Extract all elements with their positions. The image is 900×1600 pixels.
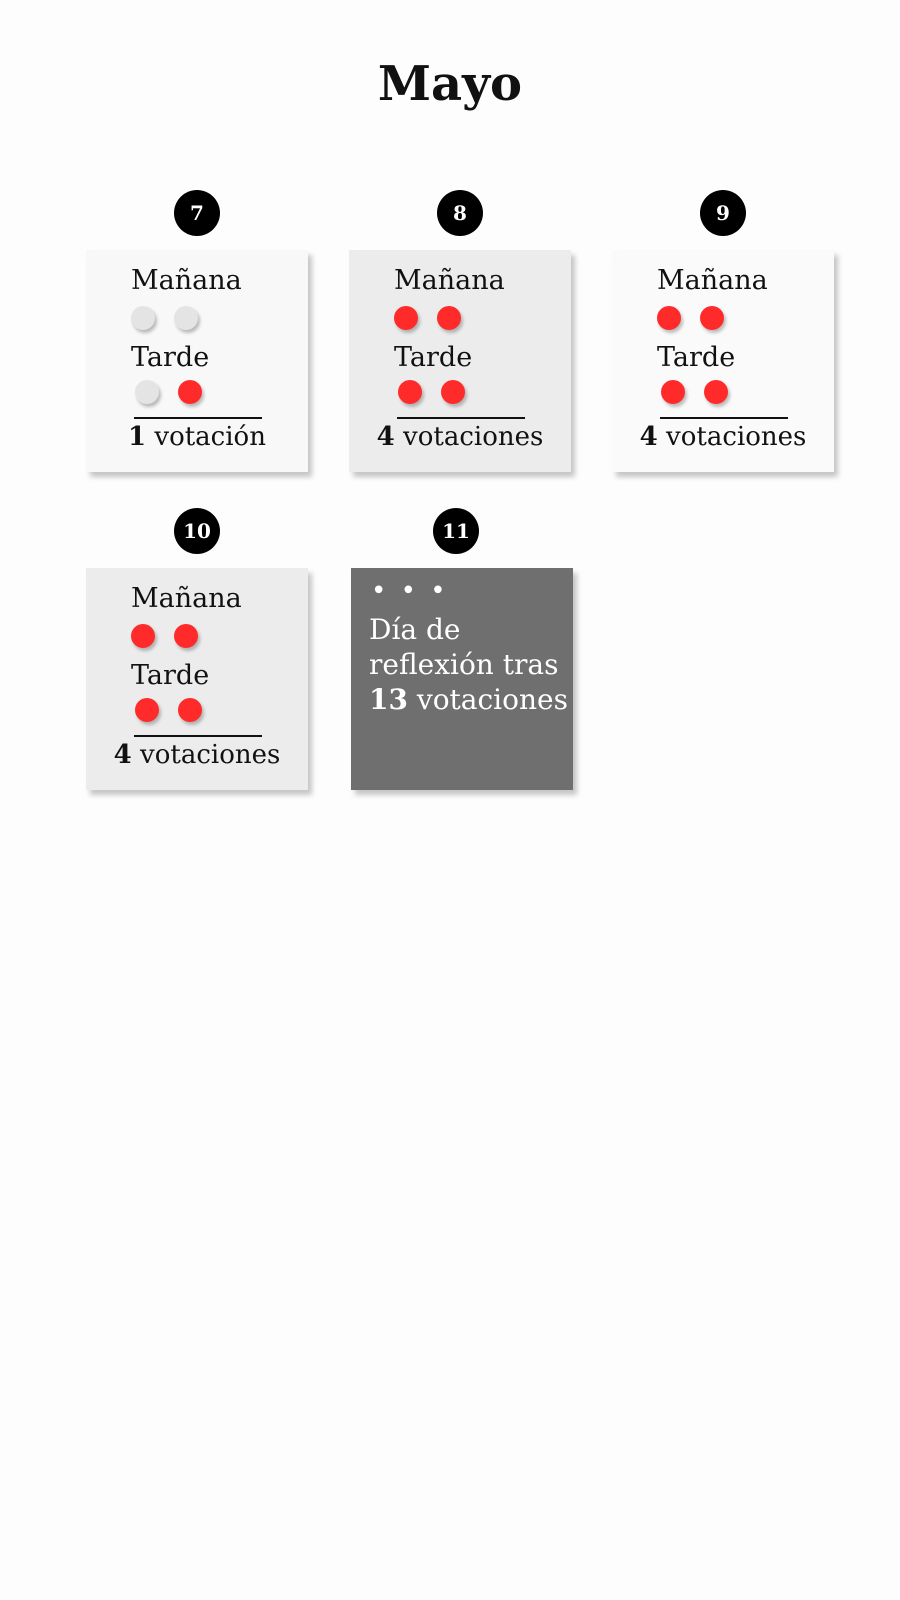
reflection-line-1: Día de (369, 613, 461, 646)
reflection-total-label: votaciones (407, 683, 568, 716)
day-number-badge: 7 (174, 190, 220, 236)
morning-votes (131, 306, 198, 330)
vote-total-number: 4 (113, 740, 132, 770)
vote-dot (657, 306, 681, 330)
afternoon-votes (661, 380, 728, 404)
afternoon-label: Tarde (131, 660, 210, 691)
morning-votes (131, 624, 198, 648)
vote-total-number: 4 (376, 422, 395, 452)
afternoon-label: Tarde (657, 342, 736, 373)
afternoon-votes (398, 380, 465, 404)
reflection-total (369, 682, 569, 717)
morning-votes (394, 306, 461, 330)
vote-total-label: votaciones (657, 422, 807, 452)
day-card (86, 568, 308, 790)
reflection-total-number: 13 (369, 683, 408, 716)
vote-dot (135, 380, 159, 404)
vote-dot (700, 306, 724, 330)
day-number-badge: 10 (174, 508, 220, 554)
vote-dot (394, 306, 418, 330)
vote-dot (398, 380, 422, 404)
divider (660, 417, 788, 419)
reflection-card (351, 568, 573, 790)
vote-dot (131, 624, 155, 648)
day-number-badge: 8 (437, 190, 483, 236)
vote-dot (174, 624, 198, 648)
reflection-line-2: reflexión tras (369, 648, 559, 681)
vote-total (86, 741, 308, 771)
vote-total-label: votaciones (394, 422, 544, 452)
afternoon-votes (135, 698, 202, 722)
afternoon-votes (135, 380, 202, 404)
vote-total-number: 1 (128, 422, 147, 452)
morning-label: Mañana (131, 265, 242, 296)
morning-label: Mañana (394, 265, 505, 296)
vote-total (612, 423, 834, 453)
vote-dot (441, 380, 465, 404)
divider (134, 417, 262, 419)
vote-dot (661, 380, 685, 404)
reflection-text (369, 612, 569, 717)
day-number-badge: 9 (700, 190, 746, 236)
vote-total-label: votación (146, 422, 266, 452)
vote-dot (135, 698, 159, 722)
vote-total-label: votaciones (131, 740, 281, 770)
day-card (612, 250, 834, 472)
morning-label: Mañana (131, 583, 242, 614)
vote-dot (178, 380, 202, 404)
day-card (349, 250, 571, 472)
vote-dot (437, 306, 461, 330)
vote-dot (131, 306, 155, 330)
divider (134, 735, 262, 737)
vote-total (349, 423, 571, 453)
morning-votes (657, 306, 724, 330)
vote-dot (704, 380, 728, 404)
morning-label: Mañana (657, 265, 768, 296)
afternoon-label: Tarde (394, 342, 473, 373)
month-title: Mayo (377, 56, 523, 112)
day-number-badge: 11 (433, 508, 479, 554)
vote-total (86, 423, 308, 453)
vote-dot (178, 698, 202, 722)
vote-dot (174, 306, 198, 330)
vote-total-number: 4 (639, 422, 658, 452)
ellipsis-icon: • • • (371, 576, 449, 606)
divider (397, 417, 525, 419)
afternoon-label: Tarde (131, 342, 210, 373)
day-card (86, 250, 308, 472)
